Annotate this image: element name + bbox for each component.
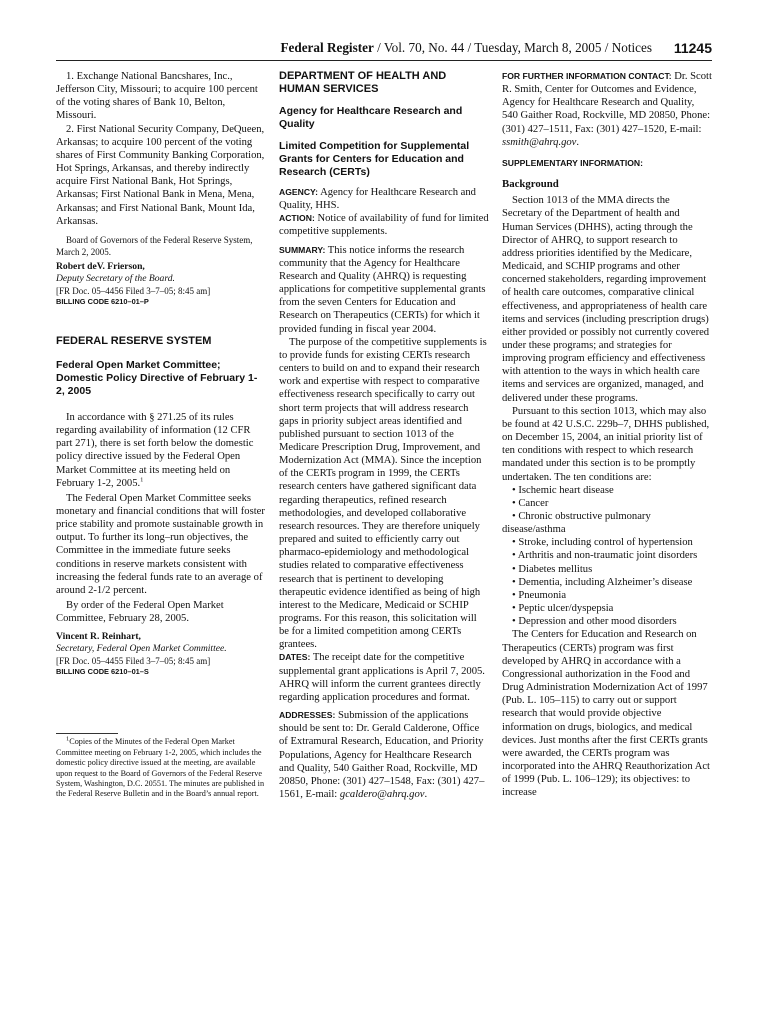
pursuant-paragraph: Pursuant to this section 1013, which may also be found at 42 U.S.C. 229b–7, DHHS published, on December 15, 2004, an initial priority list of ten conditions with respect to which research mandated under this section is to be promptly undertaken. The ten conditions are: <box>502 405 710 483</box>
background-heading: Background <box>502 178 559 191</box>
register-name: Federal Register <box>280 40 374 55</box>
column-right <box>502 70 712 799</box>
item-1: 1. Exchange National Bancshares, Inc., Jefferson City, Missouri; to acquire 100 percent of the voting shares of Bank 10, Belton, Missouri. <box>56 71 258 122</box>
board-statement: Board of Governors of the Federal Reserve System, March 2, 2005. <box>56 234 253 257</box>
footnote-ref: 1 <box>140 476 144 484</box>
dates-field: DATES: The receipt date for the competitive supplemental grant applications is April 7, 2005. AHRQ will inform the current grantees directly regarding application procedures and format. <box>279 652 485 703</box>
billing-code-2: BILLING CODE 6210–01–S <box>56 667 149 677</box>
running-head <box>280 38 652 58</box>
intro-paragraph: In accordance with § 271.25 of its rules regarding availability of information (12 CFR part 271), there is set forth below the domestic policy directive issued by the Federal Open Market Committee at its meeting held on February 1-2, 2005.$^1$ <box>56 411 254 489</box>
email-link[interactable]: gcaldero@ahrq.gov <box>339 789 425 801</box>
condition-item: • Diabetes mellitus <box>512 563 593 575</box>
addresses-field: ADDRESSES: Submission of the applications should be sent to: Dr. Gerald Calderone, Office of Extramural Research, Education, and Priority Populations, Agency for Healthcare Research and Quality, 540 Gaither Road, Rockville, MD 20850, Phone: (301) 427–1548, Fax: (301) 427–1561, E-mail: gcaldero@ahrq.gov. <box>279 710 485 801</box>
purpose-paragraph: The purpose of the competitive supplements is to provide funds for existing CERTs research centers to build on and to expand their research work and expertise with respect to comparative effectiveness research specifically to carry out short term projects that will address research gaps in priority subject areas identified and published pursuant to section 1013 of the Medicare Prescription Drug, Improvement, and Modernization Act (MMA). Since the inception of the CERTs program in 1999, the CERTs research centers have gathered significant data regarding therapeutics, refined research methodologies, and developed collaborative research resources. They are therefore uniquely prepared and suited to efficiently carry out pharmaco-epidemiology and methodological studies related to comparative effectiveness research that is pertinent to developing therapeutic evidence identified as being of high interest to the Medicare, Medicaid or SCHIP programs. For this reason, this solicitation will be for a limited competition among CERTs grantees. <box>279 336 487 651</box>
issue-info: / Vol. 70, No. 44 / Tuesday, March 8, 2005 / Notices <box>373 40 652 55</box>
directive-paragraph: The Federal Open Market Committee seeks monetary and financial conditions that will foster price stability and promote sustainable growth in output. To further its long–run objectives, the Committee in the immediate future seeks conditions in reserve markets consistent with increasing the federal funds rate to an average of around 2-1/2 percent. <box>56 492 265 596</box>
background-paragraph: Section 1013 of the MMA directs the Secretary of the Department of health and Human Services (DHHS), acting through the Director of AHRQ, to support research to address priorities identified by the Medicare, Medicaid, and SCHIP programs and other concerned stakeholders, regarding improvement of health care outcomes, comparative clinical effectiveness, and appropriateness of health care items and services (including prescription drugs) either provided or possibly not currently covered under these programs; and strategies for improving program efficiency and effectiveness with attention to the ways in which health care items and services are organized, managed, and delivered under these programs. <box>502 195 710 404</box>
fr-doc: [FR Doc. 05–4456 Filed 3–7–05; 8:45 am] <box>56 285 211 296</box>
condition-item: • Ischemic heart disease <box>512 484 614 496</box>
signer-name: Robert deV. Frierson, <box>56 260 145 272</box>
condition-item: • Peptic ulcer/dyspepsia <box>512 603 614 615</box>
footnote-rule <box>56 733 118 734</box>
supplementary-heading: SUPPLEMENTARY INFORMATION: <box>502 157 643 168</box>
agency-heading-hhs: DEPARTMENT OF HEALTH AND HUMAN SERVICES <box>279 70 447 95</box>
condition-item: • Cancer <box>512 497 549 509</box>
signer-title: Deputy Secretary of the Board. <box>56 272 175 284</box>
condition-item: • Dementia, including Alzheimer’s disease <box>512 576 693 588</box>
page-header <box>56 38 712 58</box>
condition-item: • Stroke, including control of hypertension <box>512 537 693 549</box>
condition-item: • Depression and other mood disorders <box>512 616 677 628</box>
signer-name-2: Vincent R. Reinhart, <box>56 631 141 643</box>
footnote-mark: 1 <box>66 735 70 743</box>
certs-paragraph: The Centers for Education and Research on Therapeutics (CERTs) program was first developed by AHRQ in accordance with a Congressional authorization in the Food and Drug Administration Modernization Act of 1997 (Pub. L. 105–115) to carry out or support research that would provide objective information on drugs, biologics, and medical devices. Just months after the first CERTs grants were awarded, the CERTs program was incorporated into the AHRQ Reauthorization Act of 1999 (Pub. L. 106–129); its objectives: to increase <box>502 629 710 799</box>
footnote-block <box>56 733 266 799</box>
agency-heading: FEDERAL RESERVE SYSTEM <box>56 334 212 347</box>
item-2: 2. First National Security Company, DeQueen, Arkansas; to acquire 100 percent of the voting shares of First Community Banking Corporation, Hot Springs, Arkansas, and thereby indirectly acquire First National Bank, Hot Springs, Arkansas; First National Bank in Mena, Mena, Arkansas; and First National Bank, Mount Ida, Arkansas. <box>56 123 265 227</box>
signer-title-2: Secretary, Federal Open Market Committee. <box>56 643 227 655</box>
fr-doc-2: [FR Doc. 05–4455 Filed 3–7–05; 8:45 am] <box>56 656 211 667</box>
column-left <box>56 70 266 800</box>
contact-field: FOR FURTHER INFORMATION CONTACT: Dr. Scott R. Smith, Center for Outcomes and Evidence, Agency for Healthcare Research and Quality, 540 Gaither Road, Rockville, MD 20850, Phone: (301) 427–1511, Fax: (301) 427–1520, E-mail: ssmith@ahrq.gov. <box>502 71 712 148</box>
sub-agency: Agency for Healthcare Research and Quality <box>279 105 463 130</box>
notice-subject: Federal Open Market Committee; Domestic Policy Directive of February 1-2, 2005 <box>56 358 258 397</box>
footnote-text: $^1$Copies of the Minutes of the Federal Open Market Committee meeting on February 1-2, 2005, which includes the domestic policy directive issued at the meeting, are available upon request to the Board of Governors of the Federal Reserve System, Washington, D.C. 20551. The minutes are published in the Federal Reserve Bulletin and in the Board’s annual report. <box>56 735 265 799</box>
billing-code: BILLING CODE 6210–01–P <box>56 296 149 306</box>
page-number: 11245 <box>673 40 712 56</box>
order-paragraph: By order of the Federal Open Market Committee, February 28, 2005. <box>56 600 224 625</box>
action-field: ACTION: Notice of availability of fund for limited competitive supplements. <box>279 213 489 238</box>
condition-item: • Arthritis and non-traumatic joint disorders <box>512 550 698 562</box>
condition-item: • Pneumonia <box>512 589 567 601</box>
condition-item: • Chronic obstructive pulmonary disease/asthma <box>502 511 651 536</box>
notice-subject-certs: Limited Competition for Supplemental Grants for Centers for Education and Research (CERTs) <box>279 140 470 178</box>
contact-email-link[interactable]: ssmith@ahrq.gov <box>502 136 577 148</box>
header-rule <box>56 60 712 61</box>
agency-field: AGENCY: Agency for Healthcare Research and Quality, HHS. <box>279 187 476 212</box>
summary-field: SUMMARY: This notice informs the research community that the Agency for Healthcare Research and Quality (AHRQ) is requesting applications for competitive supplemental grants from the seven Centers for Education and Research on Therapeutics (CERTs) for which it provided funding in fiscal year 2004. <box>279 244 486 335</box>
column-middle <box>279 70 489 801</box>
